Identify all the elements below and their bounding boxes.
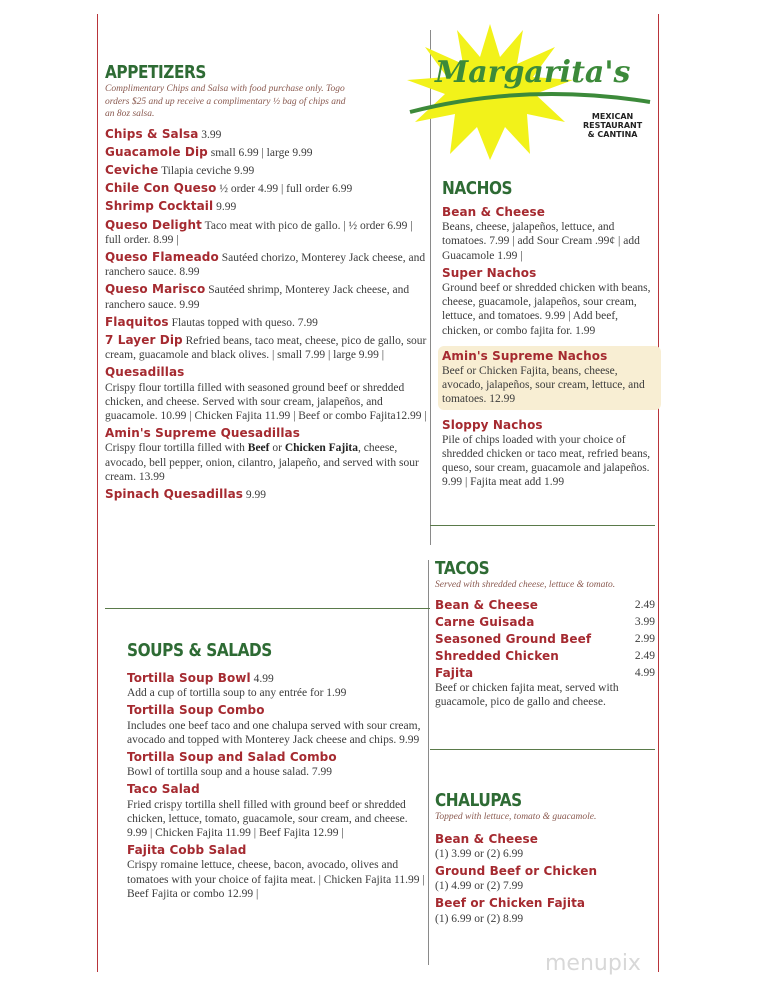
item-name: Taco Salad [127, 782, 200, 797]
logo [405, 22, 655, 162]
menu-item [105, 282, 427, 311]
divider-tacos-chalupas [430, 749, 655, 750]
divider-appetizers-soups [105, 608, 430, 609]
section-title: APPETIZERS [105, 62, 206, 83]
item-description: Sautéed chorizo, Monterey Jack cheese, and ranchero sauce. 8.99 [105, 251, 426, 279]
menu-item-row [435, 649, 655, 663]
logo-name: Margarita's [435, 55, 631, 90]
chalupas-section [435, 790, 655, 926]
item-description: Pile of chips loaded with your choice of shredded chicken or taco meat, refried beans, queso, sour cream, guacamole and jalapeños. 9.99 | Fajita meat add 1.99 [442, 433, 651, 489]
item-name: Bean & Cheese [442, 205, 545, 219]
item-name: Tortilla Soup and Salad Combo [127, 750, 337, 765]
item-description [105, 441, 427, 484]
logo-sub-1: MEXICAN [591, 112, 634, 121]
item-price: 2.49 [634, 598, 655, 611]
menu-item [127, 671, 425, 700]
item-description: Add a cup of tortilla soup to any entrée for 1.99 [127, 687, 347, 700]
item-name: Sloppy Nachos [442, 417, 543, 432]
menu-item [105, 127, 427, 142]
item-description: 3.99 [201, 128, 222, 141]
item-name: Amin's Supreme Quesadillas [105, 426, 300, 441]
menu-item [105, 250, 427, 279]
menu-item [127, 750, 425, 779]
menu-item [442, 205, 657, 263]
menu-item [435, 615, 655, 629]
item-price: 3.99 [634, 615, 655, 628]
menu-item [442, 266, 657, 338]
item-highlight: Chicken Fajita [284, 442, 358, 455]
item-name: Bean & Cheese [435, 597, 538, 612]
menu-item [438, 346, 661, 410]
item-description: ½ order 4.99 | full order 6.99 [219, 183, 353, 196]
item-name: Tortilla Soup Combo [127, 703, 265, 718]
menu-item [127, 843, 425, 901]
section-title: SOUPS & SALADS [127, 640, 272, 661]
item-price: 4.99 [634, 667, 655, 680]
item-name: Seasoned Ground Beef [435, 631, 592, 646]
menu-item [105, 365, 427, 423]
item-name: Queso Flameado [105, 249, 219, 264]
section-title: CHALUPAS [435, 790, 522, 811]
item-description: Beef or chicken fajita meat, served with guacamole, pico de gallo and cheese. [435, 681, 619, 708]
menu-item [105, 218, 427, 247]
section-note: Served with shredded cheese, lettuce & tomato. [435, 580, 616, 590]
item-name: Queso Delight [105, 217, 202, 232]
menu-item [442, 418, 657, 490]
item-price: 2.49 [634, 650, 655, 663]
menu-item [127, 703, 425, 747]
item-name: Quesadillas [105, 365, 185, 380]
menu-item [105, 163, 427, 178]
item-description: Flautas topped with queso. 7.99 [171, 316, 318, 329]
tacos-section [435, 558, 655, 709]
item-name: 7 Layer Dip [105, 332, 183, 347]
item-name: Chips & Salsa [105, 126, 199, 141]
item-description: Sautéed shrimp, Monterey Jack cheese, and ranchero sauce. 9.99 [105, 284, 410, 311]
menu-item-row [435, 632, 655, 646]
menu-item [435, 666, 655, 709]
item-name: Shredded Chicken [435, 649, 559, 664]
item-description: Fried crispy tortilla shell filled with ground beef or shredded chicken, lettuce, tomato, guacamole, sour cream, and cheese. 9.99 | Chicken Fajita 11.99 | Beef Fajita 12.99 | [127, 798, 408, 840]
item-name: Ceviche [105, 162, 159, 177]
section-title: TACOS [435, 558, 490, 579]
logo-sub-3: & CANTINA [587, 130, 638, 139]
item-name: Super Nachos [442, 265, 537, 280]
item-description: 9.99 [245, 488, 267, 501]
menu-item [435, 649, 655, 663]
menu-item [105, 426, 427, 484]
item-name: Beef or Chicken Fajita [435, 896, 586, 911]
item-name: Fajita Cobb Salad [127, 843, 247, 858]
item-name: Bean & Cheese [435, 831, 538, 846]
item-name: Ground Beef or Chicken [435, 863, 598, 878]
item-name: Shrimp Cocktail [105, 199, 214, 214]
column-divider-bottom [428, 560, 429, 965]
item-description: Crispy romaine lettuce, cheese, bacon, avocado, olives and tomatoes with your choice of fajita meat. | Chicken Fajita 11.99 | Beef Fajita or combo 12.99 | [127, 859, 425, 900]
menu-item [127, 782, 425, 840]
menu-item [105, 333, 427, 362]
section-note: Topped with lettuce, tomato & guacamole. [435, 812, 597, 822]
section-title: NACHOS [442, 178, 513, 199]
logo-sub-2: RESTAURANT [583, 121, 643, 130]
watermark: menupix [545, 951, 641, 976]
item-description: Beans, cheese, jalapeños, lettuce, and tomatoes. 7.99 | add Sour Cream .99¢ | add Guacamole 1.99 | [442, 221, 640, 262]
section-note: Complimentary Chips and Salsa with food purchase only. Togo orders $25 and up receive a complimentary ½ bag of chips and an 8oz salsa. [105, 84, 346, 119]
item-description: 4.99 [253, 673, 274, 685]
item-description: Beef or Chicken Fajita, beans, cheese, avocado, jalapeños, sour cream, lettuce, and tomatoes. 12.99 [442, 365, 645, 406]
item-price: 2.99 [634, 632, 655, 645]
menu-item [105, 199, 427, 214]
item-description: (1) 6.99 or (2) 8.99 [435, 912, 524, 925]
item-description: small 6.99 | large 9.99 [210, 146, 313, 159]
menu-item-row [435, 666, 655, 680]
menu-item [435, 632, 655, 646]
item-description: Tilapia ceviche 9.99 [161, 164, 255, 177]
item-name: Tortilla Soup Bowl [127, 671, 251, 685]
appetizers-section [105, 62, 427, 502]
item-text: Crispy flour tortilla filled with [105, 442, 248, 455]
item-description: Bowl of tortilla soup and a house salad. 7.99 [127, 766, 333, 779]
left-border [97, 14, 98, 972]
menu-item [435, 864, 655, 893]
right-border [658, 14, 659, 972]
item-description: (1) 3.99 or (2) 6.99 [435, 847, 524, 860]
menu-item [105, 487, 427, 502]
item-name: Carne Guisada [435, 614, 535, 629]
menu-item [105, 181, 427, 196]
item-text: , cheese, avocado, bell pepper, onion, cilantro, jalapeño, and served with sour cream. 13.99 [105, 442, 419, 483]
item-description: Includes one beef taco and one chalupa served with sour cream, avocado and topped with Monterey Jack cheese and chips. 9.99 [127, 719, 421, 746]
menu-item [435, 832, 655, 861]
menu-item-row [435, 598, 655, 612]
item-name: Fajita [435, 666, 474, 681]
menu-item [105, 145, 427, 160]
nachos-section [442, 178, 657, 490]
item-description: Crispy flour tortilla filled with seasoned ground beef or shredded chicken, and cheese. Served with sour cream, jalapeños, and guacamole. 10.99 | Chicken Fajita 11.99 | Beef or combo Fajita12.99 | [105, 381, 427, 422]
item-name: Flaquitos [105, 314, 169, 329]
item-name: Guacamole Dip [105, 144, 208, 159]
item-description: (1) 4.99 or (2) 7.99 [435, 880, 524, 893]
divider-nachos-tacos [430, 525, 655, 526]
item-description: Ground beef or shredded chicken with beans, cheese, guacamole, jalapeños, sour cream, lettuce, and tomatoes. 9.99 | Add beef, chicken, or combo fajita for. 1.99 [442, 282, 651, 337]
item-description: 9.99 [216, 201, 237, 214]
item-name: Queso Marisco [105, 282, 206, 297]
item-description: Taco meat with pico de gallo. | ½ order 6.99 | full order. 8.99 | [105, 219, 413, 246]
menu-item [435, 896, 655, 925]
soups-salads-section [127, 640, 425, 901]
item-highlight: Beef [247, 442, 270, 455]
menu-item-row [435, 615, 655, 629]
item-description: Refried beans, taco meat, cheese, pico de gallo, sour cream, guacamole and black olives. | small 7.99 | large 9.99 | [105, 334, 427, 362]
item-name: Amin's Supreme Nachos [442, 348, 608, 363]
menu-item [435, 598, 655, 612]
item-text: or [269, 442, 285, 455]
item-name: Spinach Quesadillas [105, 486, 244, 501]
item-name: Chile Con Queso [105, 181, 217, 196]
menu-item [105, 315, 427, 330]
